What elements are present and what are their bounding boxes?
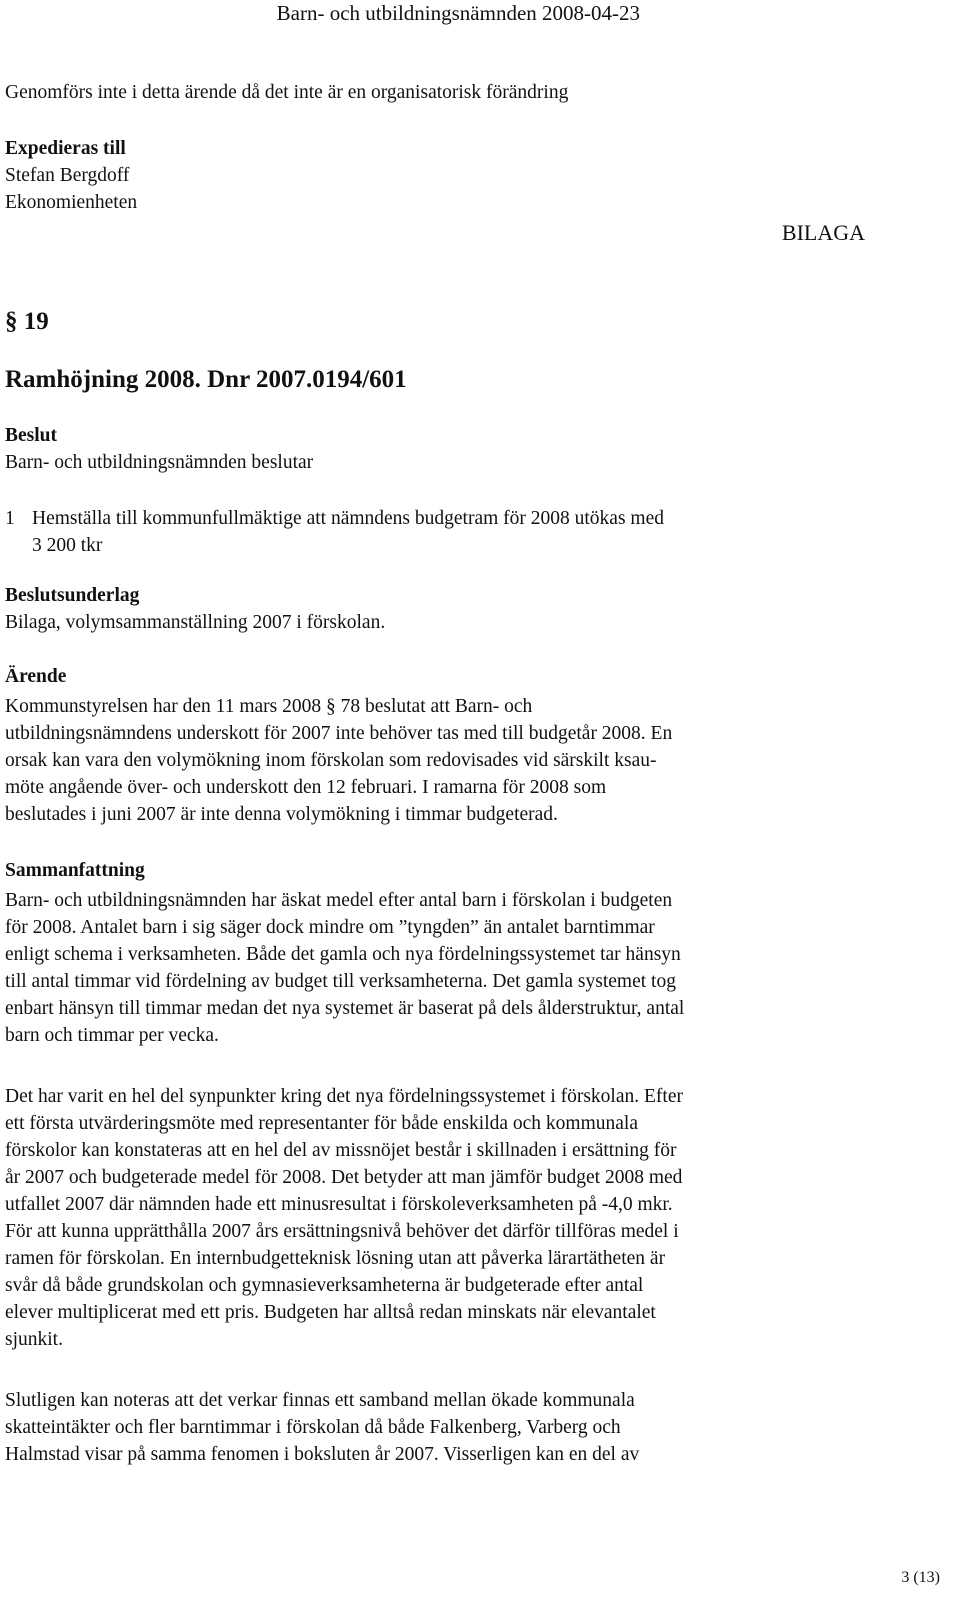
- arende-line: utbildningsnämndens underskott för 2007 inte behöver tas med till budgetår 2008. En: [5, 723, 673, 744]
- body-line: år 2007 och budgeterade medel för 2008. Det betyder att man jämför budget 2008 med: [5, 1167, 683, 1188]
- sammanfattning-paragraph-2: [5, 1083, 865, 1353]
- beslut-text: Barn- och utbildningsnämnden beslutar: [5, 452, 314, 473]
- arende-heading: Ärende: [5, 666, 67, 687]
- body-line: Barn- och utbildningsnämnden har äskat medel efter antal barn i förskolan i budgeten: [5, 890, 673, 911]
- body-line: för 2008. Antalet barn i sig säger dock mindre om ”tyngden” än antalet barntimmar: [5, 917, 655, 938]
- decision-number: 1: [5, 508, 15, 529]
- beslutsunderlag-heading: Beslutsunderlag: [5, 585, 140, 606]
- body-line: ramen för förskolan. En internbudgetteknisk lösning utan att påverka lärartätheten är: [5, 1248, 666, 1269]
- arende-line: orsak kan vara den volymökning inom förskolan som redovisades vid särskilt ksau-: [5, 750, 657, 771]
- arende-line: Kommunstyrelsen har den 11 mars 2008 § 78 beslutat att Barn- och: [5, 696, 533, 717]
- body-line: Slutligen kan noteras att det verkar finnas ett samband mellan ökade kommunala: [5, 1390, 635, 1411]
- body-line: barn och timmar per vecka.: [5, 1025, 219, 1046]
- bilaga-label: BILAGA: [781, 220, 865, 245]
- body-line: till antal timmar vid fördelning av budget till verksamheterna. Det gamla systemet tog: [5, 971, 676, 992]
- intro-text: Genomförs inte i detta ärende då det inte är en organisatorisk förändring: [5, 82, 569, 103]
- body-line: enbart hänsyn till timmar medan det nya systemet är baserat på dels ålderstruktur, antal: [5, 998, 685, 1019]
- item-title: Ramhöjning 2008. Dnr 2007.0194/601: [5, 366, 407, 393]
- arende-line: möte angående över- och underskott den 12 februari. I ramarna för 2008 som: [5, 777, 607, 798]
- body-line: ett första utvärderingsmöte med representanter för både enskilda och kommunala: [5, 1113, 638, 1134]
- paragraph-number: § 19: [5, 308, 49, 335]
- arende-line: beslutades i juni 2007 är inte denna volymökning i timmar budgeterad.: [5, 804, 558, 825]
- body-line: svår då både grundskolan och gymnasieverksamheterna är budgeterade efter antal: [5, 1275, 644, 1296]
- sammanfattning-paragraph-3: [5, 1387, 865, 1468]
- body-line: Halmstad visar på samma fenomen i boksluten år 2007. Visserligen kan en del av: [5, 1444, 640, 1465]
- arende-body: [5, 693, 865, 828]
- body-line: förskolor kan konstateras att en hel del av missnöjet består i skillnaden i ersättning för: [5, 1140, 677, 1161]
- body-line: För att kunna upprätthålla 2007 års ersättningsnivå behöver det därför tillföras medel i: [5, 1221, 679, 1242]
- recipient-unit: Ekonomienheten: [5, 192, 138, 213]
- beslutsunderlag-text: Bilaga, volymsammanställning 2007 i förskolan.: [5, 612, 386, 633]
- decision-line: 3 200 tkr: [32, 535, 103, 556]
- body-line: skatteintäkter och fler barntimmar i förskolan då både Falkenberg, Varberg och: [5, 1417, 621, 1438]
- body-line: enligt schema i verksamheten. Både det gamla och nya fördelningssystemet tar hänsyn: [5, 944, 681, 965]
- sammanfattning-paragraph-1: [5, 887, 865, 1049]
- beslut-heading: Beslut: [5, 425, 58, 446]
- body-line: utfallet 2007 där nämnden hade ett minusresultat i förskoleverksamheten på -4,0 mkr.: [5, 1194, 673, 1215]
- page-header: Barn- och utbildningsnämnden 2008-04-23: [276, 1, 640, 25]
- body-line: Det har varit en hel del synpunkter kring det nya fördelningssystemet i förskolan. Efter: [5, 1086, 683, 1107]
- expedieras-heading: Expedieras till: [5, 138, 126, 159]
- decision-line: Hemställa till kommunfullmäktige att nämndens budgetram för 2008 utökas med: [32, 508, 664, 529]
- body-line: sjunkit.: [5, 1329, 63, 1350]
- sammanfattning-heading: Sammanfattning: [5, 860, 145, 881]
- page-number: 3 (13): [901, 1569, 940, 1586]
- body-line: elever multiplicerat med ett pris. Budgeten har alltså redan minskats när elevantalet: [5, 1302, 656, 1323]
- recipient-name: Stefan Bergdoff: [5, 165, 130, 186]
